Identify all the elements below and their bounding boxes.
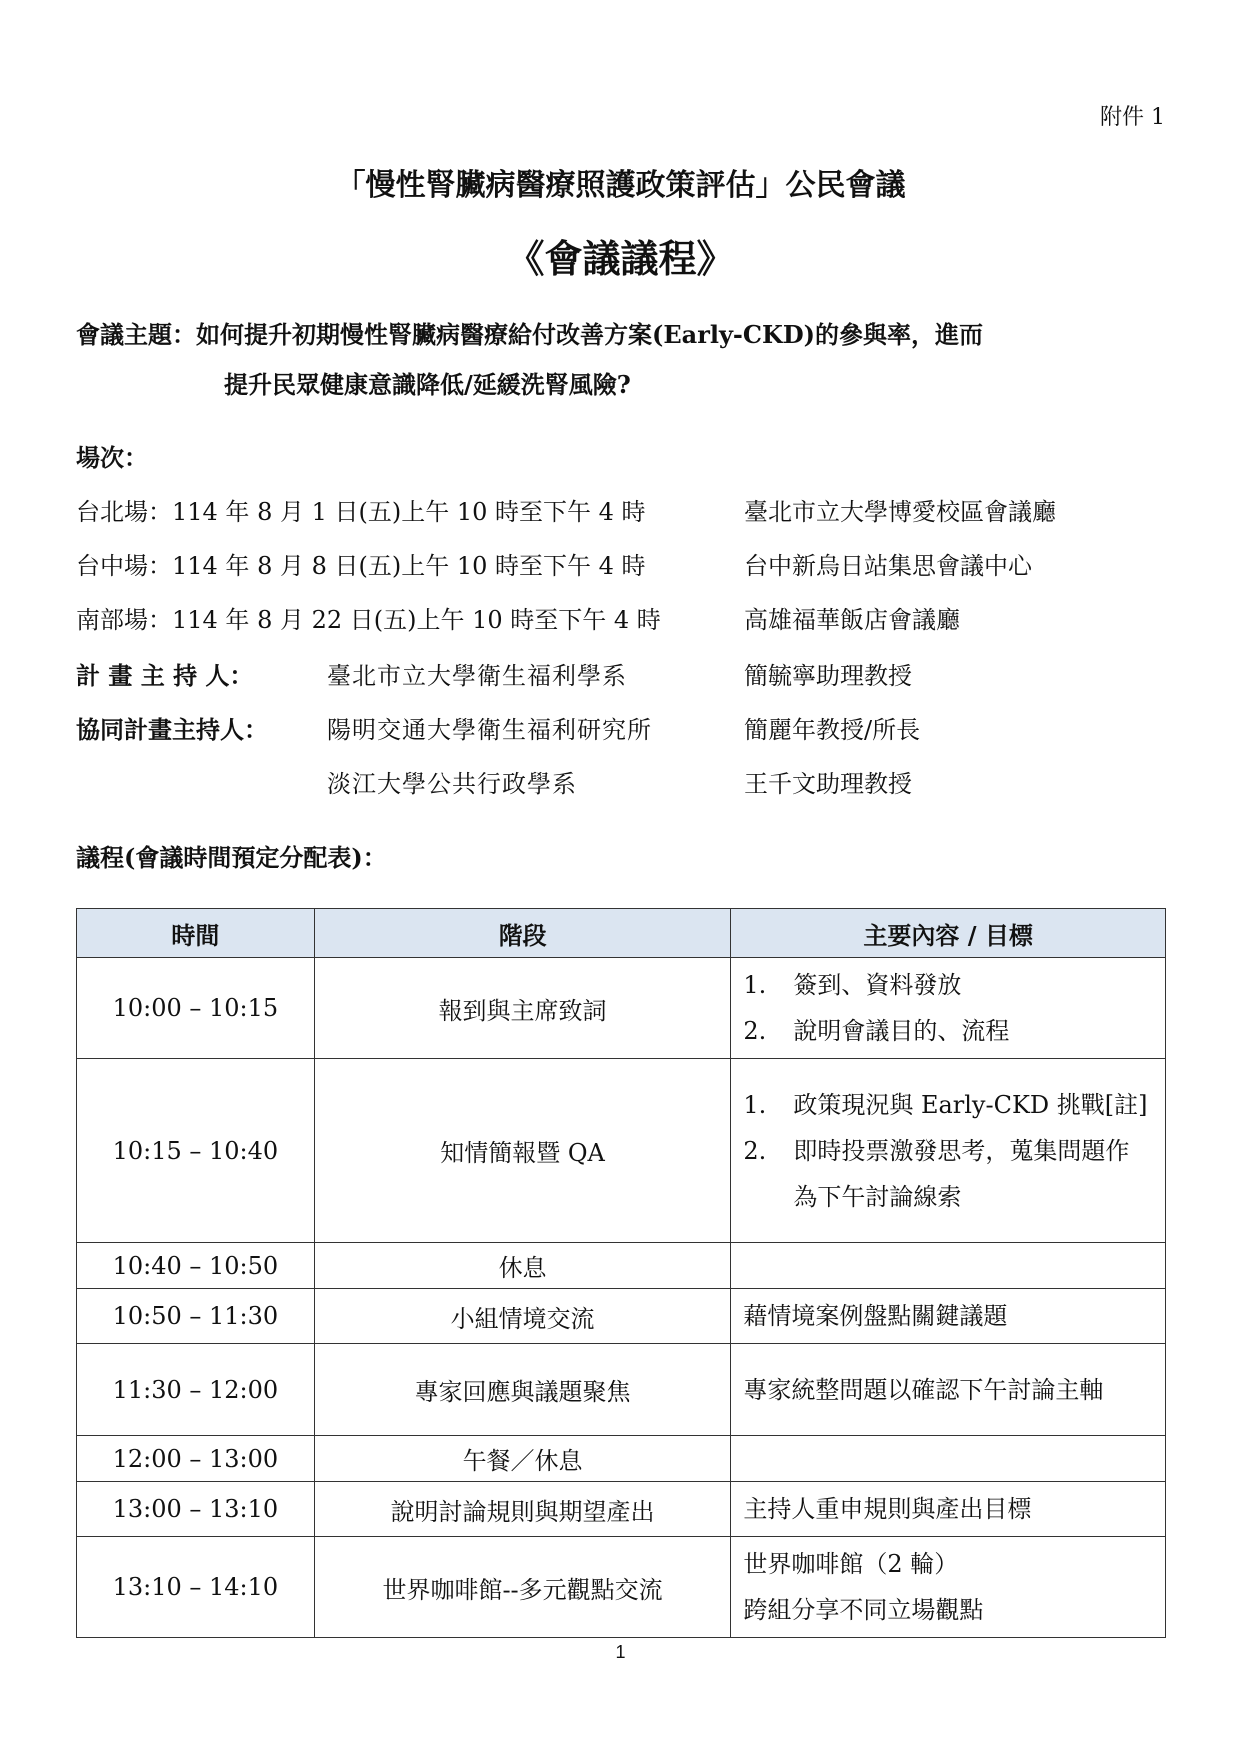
agenda-table [76, 908, 1166, 1638]
row-stage: 世界咖啡館--多元觀點交流 [314, 1537, 731, 1638]
pi-person: 簡毓寧助理教授 [744, 662, 912, 690]
table-row [77, 1482, 1166, 1537]
row-content [731, 1537, 1166, 1638]
row-content: 主持人重申規則與產出目標 [731, 1482, 1166, 1537]
session-text: 南部場：114 年 8 月 22 日(五)上午 10 時至下午 4 時 [76, 606, 661, 634]
co-pi-org: 陽明交通大學衛生福利研究所 [327, 716, 652, 744]
page-number: 1 [615, 1642, 626, 1662]
row-time: 12:00 – 13:00 [77, 1436, 315, 1482]
table-row [77, 1344, 1166, 1436]
session-text: 台北場：114 年 8 月 1 日(五)上午 10 時至下午 4 時 [76, 498, 646, 526]
pi-label: 計 畫 主 持 人： [76, 661, 254, 690]
row-stage: 知情簡報暨 QA [314, 1059, 731, 1243]
annex-label: 附件 1 [1100, 105, 1165, 130]
row-time: 13:00 – 13:10 [77, 1482, 315, 1537]
list-item: 1. 簽到、資料發放 [743, 971, 962, 999]
row-time: 11:30 – 12:00 [77, 1344, 315, 1436]
content-line: 跨組分享不同立場觀點 [743, 1596, 984, 1624]
row-time: 10:40 – 10:50 [77, 1243, 315, 1289]
pi-org: 臺北市立大學衛生福利學系 [327, 662, 627, 690]
session-venue: 台中新烏日站集思會議中心 [744, 552, 1032, 580]
row-content [731, 1243, 1166, 1289]
row-stage: 說明討論規則與期望產出 [314, 1482, 731, 1537]
row-time: 10:50 – 11:30 [77, 1289, 315, 1344]
session-south [76, 600, 960, 635]
theme-line-2: 提升民眾健康意識降低/延緩洗腎風險? [224, 370, 631, 399]
table-row [77, 958, 1166, 1059]
session-text: 台中場：114 年 8 月 8 日(五)上午 10 時至下午 4 時 [76, 552, 646, 580]
list-item: 1. 政策現況與 Early-CKD 挑戰[註] [743, 1090, 1148, 1119]
co-pi-person: 王千文助理教授 [744, 770, 912, 798]
theme-line-1: 會議主題：如何提升初期慢性腎臟病醫療給付改善方案(Early-CKD)的參與率，進而 [76, 320, 983, 349]
table-row [77, 1289, 1166, 1344]
table-row [77, 1243, 1166, 1289]
co-pi-label: 協同計畫主持人： [76, 715, 268, 744]
row-content [731, 958, 1166, 1059]
session-taipei [76, 492, 1056, 527]
row-content [731, 1436, 1166, 1482]
row-stage: 休息 [314, 1243, 731, 1289]
row-content: 專家統整問題以確認下午討論主軸 [731, 1344, 1166, 1436]
table-row [77, 1537, 1166, 1638]
document-subtitle: 《會議議程》 [506, 236, 735, 281]
row-stage: 小組情境交流 [314, 1289, 731, 1344]
list-item: 2. 說明會議目的、流程 [743, 1017, 1010, 1045]
header-time: 時間 [77, 909, 315, 958]
row-stage: 報到與主席致詞 [314, 958, 731, 1059]
session-taichung [76, 546, 1032, 581]
sessions-label: 場次： [76, 443, 148, 472]
meeting-theme [76, 310, 1176, 410]
header-stage: 階段 [314, 909, 731, 958]
content-line: 世界咖啡館（2 輪） [743, 1550, 959, 1578]
session-venue: 高雄福華飯店會議廳 [744, 606, 960, 634]
row-time: 13:10 – 14:10 [77, 1537, 315, 1638]
table-row [77, 1436, 1166, 1482]
row-content [731, 1059, 1166, 1243]
header-content: 主要內容 / 目標 [731, 909, 1166, 958]
row-time: 10:15 – 10:40 [77, 1059, 315, 1243]
co-pi-person: 簡麗年教授/所長 [744, 716, 921, 744]
row-stage: 專家回應與議題聚焦 [314, 1344, 731, 1436]
session-venue: 臺北市立大學博愛校區會議廳 [744, 498, 1056, 526]
row-time: 10:00 – 10:15 [77, 958, 315, 1059]
row-stage: 午餐／休息 [314, 1436, 731, 1482]
co-pi-org: 淡江大學公共行政學系 [327, 770, 577, 798]
row-content: 藉情境案例盤點關鍵議題 [731, 1289, 1166, 1344]
table-row [77, 1059, 1166, 1243]
agenda-label: 議程(會議時間預定分配表)： [76, 843, 387, 872]
table-header-row [77, 909, 1166, 958]
document-title: 「慢性腎臟病醫療照護政策評估」公民會議 [335, 168, 906, 203]
list-item: 2. 即時投票激發思考，蒐集問題作為下午討論線索 [743, 1136, 1130, 1211]
